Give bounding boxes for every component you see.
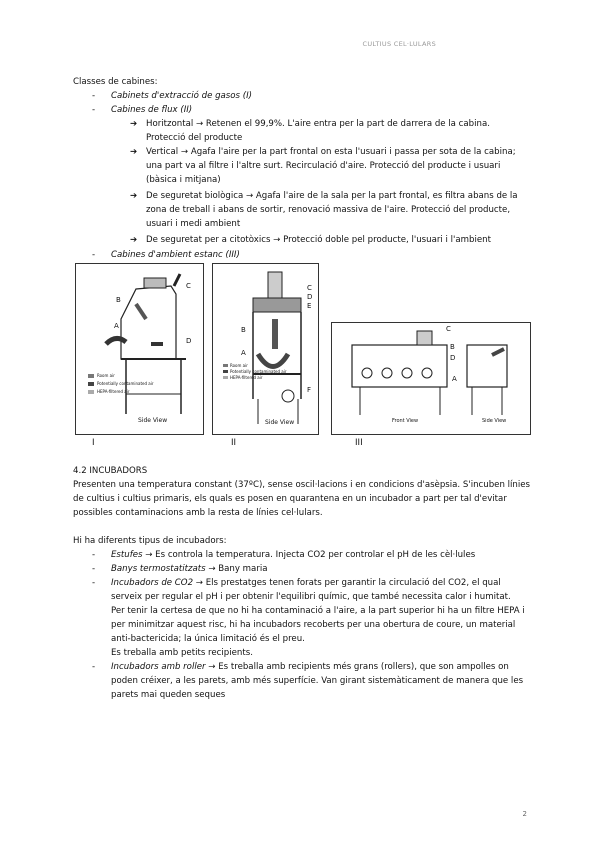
front-view-label: Front View (392, 418, 419, 424)
label-d: D (186, 337, 192, 345)
item-gas-cabinets: Cabinets d'extracció de gasos (I) (111, 91, 252, 101)
figure-class-3 (331, 322, 531, 435)
desc-roller: → Es treballa amb recipients més grans (rollers), que son ampolles on poden créixer, a les parets, amb més superfície. Van girant sistemàticament de manera que les parets mai queden seques (111, 662, 524, 700)
label-c: C (307, 284, 312, 292)
running-header: CULTIUS CEL·LULARS (362, 40, 436, 48)
label-f: F (307, 386, 312, 394)
arrow-bullet-icon: ➔ (130, 191, 138, 201)
item-sealed-cabinets: Cabines d'ambient estanc (III) (111, 250, 240, 260)
label-a: A (452, 375, 457, 383)
dash: - (92, 578, 96, 588)
desc-co2: → Els prestatges tenen forats per garantir la circulació del CO2, el qual serveix per regular el pH i per obtenir l'equilibri químic, que també necessita calor i humitat. (111, 578, 511, 602)
item-horizontal: Horitzontal → Retenen el 99,9%. L'aire entra per la part de darrera de la cabina. Protecció del producte (146, 119, 490, 143)
section-title: 4.2 INCUBADORS (73, 466, 148, 476)
roman-label-1: I (92, 438, 95, 448)
dash: - (92, 550, 96, 560)
label-a: A (241, 349, 246, 357)
label-b: B (450, 343, 455, 351)
term-co2: Incubadors de CO2 (111, 578, 194, 588)
label-c: C (186, 282, 191, 290)
label-b: B (116, 296, 121, 304)
arrow-bullet-icon: ➔ (130, 235, 138, 245)
roman-label-3: III (355, 438, 363, 448)
label-c: C (446, 325, 451, 333)
roman-label-2: II (231, 438, 237, 448)
term-roller: Incubadors amb roller (111, 662, 206, 672)
side-view-label: Side View (265, 419, 295, 426)
cabins-heading: Classes de cabines: (73, 77, 158, 87)
arrow-bullet-icon: ➔ (130, 147, 138, 157)
item-biosafety: De seguretat biològica → Agafa l'aire de la sala per la part frontal, es filtra abans de la zona de treball i abans de sortir, renovació massiva de l'aire. Protecció del producte, usuari i medi ambient (146, 191, 518, 229)
label-d: D (450, 354, 456, 362)
co2-paragraph-2: Per tenir la certesa de que no hi ha contaminació a l'aire, a la part superior hi ha un filtre HEPA i per minimitzar aquest risc, hi ha incubadors recoberts per una obertura de coure, un material anti-bactericida; la única limitació és el preu. (111, 606, 525, 644)
side-view-label: Side View (138, 417, 168, 424)
legend-contaminated-air: Potentially contaminated air (97, 381, 154, 386)
class-2-cabinet-drawing (213, 264, 318, 434)
label-e: E (307, 302, 312, 310)
dash: - (92, 250, 96, 260)
item-cytotoxic: De seguretat per a citotòxics → Protecció doble pel producte, l'usuari i l'ambient (146, 235, 491, 245)
co2-paragraph-3: Es treballa amb petits recipients. (111, 648, 253, 658)
item-roller (111, 660, 531, 702)
dash: - (92, 662, 96, 672)
label-a: A (114, 322, 119, 330)
class-1-cabinet-drawing (76, 264, 203, 434)
legend-hepa-air: HEPA-filtered air (97, 389, 130, 394)
item-banys (111, 562, 268, 576)
dash: - (92, 91, 96, 101)
term-estufes: Estufes (111, 550, 143, 560)
legend-room-air: Room air (230, 363, 248, 368)
page-number: 2 (522, 810, 527, 818)
legend-room-air: Room air (97, 373, 115, 378)
incubators-intro: Presenten una temperatura constant (37ºC), sense oscil·lacions i en condicions d'asèpsia. S'incuben línies de cultius i cultius primaris, els quals es posen en quarantena en un incubador a part per tal d'evitar possibles contaminacions amb la resta de línies cel·lulars. (73, 480, 531, 518)
arrow-bullet-icon: ➔ (130, 119, 138, 129)
label-b: B (241, 326, 246, 334)
item-co2 (111, 576, 531, 604)
legend-contaminated-air: Potentially contaminated air (230, 369, 287, 374)
item-flow-cabinets: Cabines de flux (II) (111, 105, 193, 115)
dash: - (92, 105, 96, 115)
item-estufes (111, 548, 475, 562)
label-d: D (307, 293, 313, 301)
figure-class-2 (212, 263, 319, 435)
term-banys: Banys termostatitzats (111, 564, 206, 574)
desc-banys: → Bany maria (205, 564, 268, 574)
side-view-label: Side View (482, 418, 507, 424)
dash: - (92, 564, 96, 574)
desc-estufes: → Es controla la temperatura. Injecta CO2 per controlar el pH de les cèl·lules (142, 550, 476, 560)
legend-hepa-air: HEPA-filtered air (230, 375, 263, 380)
item-vertical: Vertical → Agafa l'aire per la part frontal on esta l'usuari i passa per sota de la cabina; una part va al filtre i l'altre surt. Recirculació d'aire. Protecció del producte i usuari (bàsica i mitjana) (146, 147, 516, 185)
types-heading: Hi ha diferents tipus de incubadors: (73, 536, 227, 546)
figure-class-1 (75, 263, 204, 435)
